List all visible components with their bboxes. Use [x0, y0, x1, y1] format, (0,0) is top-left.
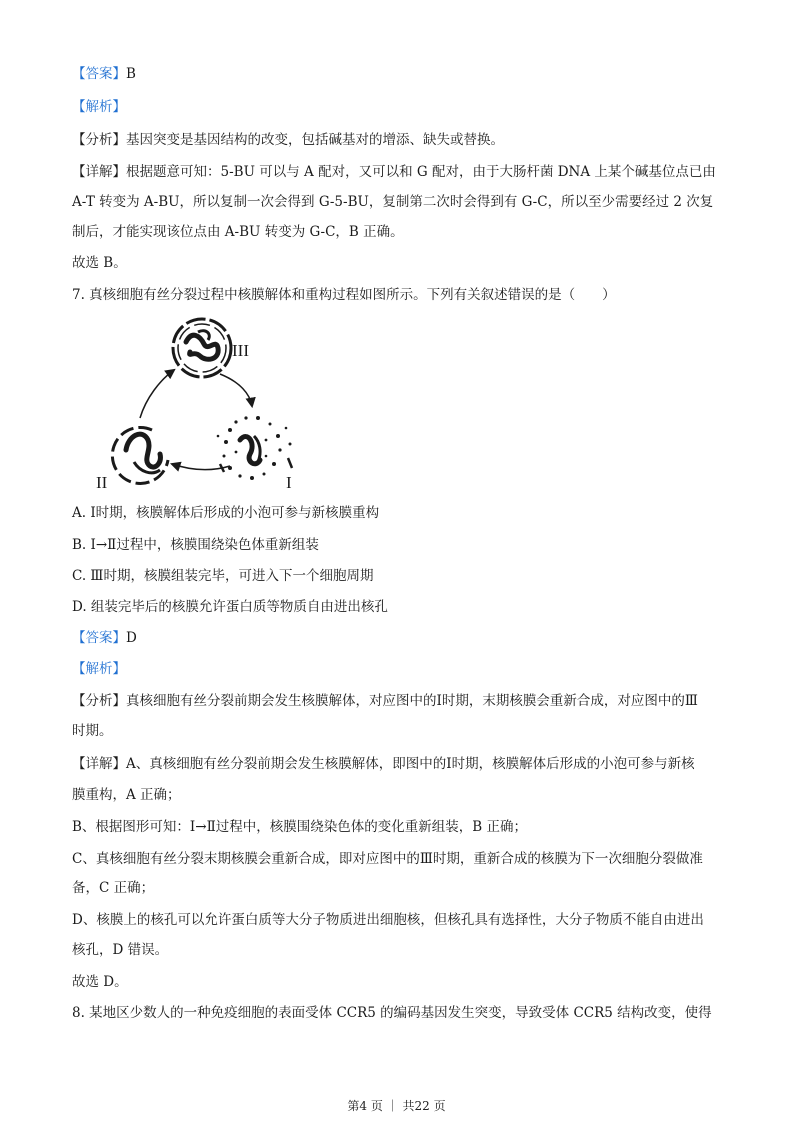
page-footer: 第4 页 ｜ 共22 页 — [347, 1099, 446, 1113]
label-ii: II — [96, 473, 108, 492]
analysis-tag: 【解析】 — [72, 661, 126, 677]
fenxi-tag: 【分析】 — [72, 132, 126, 148]
answer-tag: 【答案】 — [72, 66, 126, 82]
answer-value: D — [126, 630, 137, 646]
detail-text: 根据题意可知：5-BU 可以与 A 配对，又可以和 G 配对，由于大肠杆菌 DNA 上某个碱基位点已由 — [126, 164, 716, 180]
q6-conclusion: 故选 B。 — [72, 255, 127, 271]
q7-detail-d-2: 核孔，D 错误。 — [72, 942, 169, 958]
arrow-ii-to-iii — [140, 370, 174, 418]
q7-answer-line — [72, 629, 137, 647]
q6-detail-line-3: 制后，才能实现该位点由 A-BU 转变为 G-C，B 正确。 — [72, 224, 404, 240]
q6-detail-line-2: A-T 转变为 A-BU，所以复制一次会得到 G-5-BU，复制第二次时会得到有 G-C，所以至少需要经过 2 次复 — [72, 194, 714, 210]
detail-text: A、真核细胞有丝分裂前期会发生核膜解体，即图中的Ⅰ时期，核膜解体后形成的小泡可参与新核 — [126, 756, 695, 772]
q7-detail-c-1: C、真核细胞有丝分裂末期核膜会重新合成，即对应图中的Ⅲ时期，重新合成的核膜为下一次细胞分裂做准 — [72, 851, 703, 867]
q7-option-d: D. 组装完毕后的核膜允许蛋白质等物质自由进出核孔 — [72, 599, 388, 615]
answer-value: B — [126, 66, 136, 82]
q7-detail-a-1 — [72, 755, 695, 773]
detail-tag: 【详解】 — [72, 756, 126, 772]
answer-tag: 【答案】 — [72, 630, 126, 646]
q7-detail-b: B、根据图形可知：Ⅰ→Ⅱ过程中，核膜围绕染色体的变化重新组装，B 正确； — [72, 819, 527, 835]
q7-option-a: A. Ⅰ时期，核膜解体后形成的小泡可参与新核膜重构 — [72, 505, 380, 521]
stage-i-vesicles — [217, 416, 292, 480]
q7-option-b: B. Ⅰ→Ⅱ过程中，核膜围绕染色体重新组装 — [72, 537, 319, 553]
label-i: I — [286, 473, 292, 492]
nuclear-envelope-cycle-figure — [90, 312, 320, 494]
analysis-tag: 【解析】 — [72, 99, 126, 115]
q7-detail-a-2: 膜重构，A 正确； — [72, 787, 181, 803]
fenxi-text: 基因突变是基因结构的改变，包括碱基对的增添、缺失或替换。 — [126, 132, 504, 148]
arrow-iii-to-i — [220, 374, 252, 406]
q7-stem: 7. 真核细胞有丝分裂过程中核膜解体和重构过程如图所示。下列有关叙述错误的是（ ） — [72, 287, 616, 303]
stage-ii-nucleus — [112, 427, 168, 483]
q8-stem: 8. 某地区少数人的一种免疫细胞的表面受体 CCR5 的编码基因发生突变，导致受体 CCR5 结构改变，使得 — [72, 1005, 712, 1021]
q7-conclusion: 故选 D。 — [72, 974, 128, 990]
q7-detail-d-1: D、核膜上的核孔可以允许蛋白质等大分子物质进出细胞核，但核孔具有选择性，大分子物质不能自由进出 — [72, 912, 704, 928]
q6-answer-line — [72, 65, 136, 83]
stage-iii-nucleus — [173, 319, 231, 377]
q6-fenxi — [72, 131, 504, 149]
label-iii: III — [232, 341, 249, 360]
q7-detail-c-2: 备，C 正确； — [72, 880, 155, 896]
fenxi-text: 真核细胞有丝分裂前期会发生核膜解体，对应图中的Ⅰ时期，末期核膜会重新合成，对应图中的Ⅲ — [126, 693, 698, 709]
q7-fenxi-line-2: 时期。 — [72, 723, 113, 739]
fenxi-tag: 【分析】 — [72, 693, 126, 709]
detail-tag: 【详解】 — [72, 164, 126, 180]
q6-detail-line-1 — [72, 163, 716, 181]
q7-fenxi-line-1 — [72, 692, 698, 710]
q7-option-c: C. Ⅲ时期，核膜组装完毕，可进入下一个细胞周期 — [72, 568, 374, 584]
